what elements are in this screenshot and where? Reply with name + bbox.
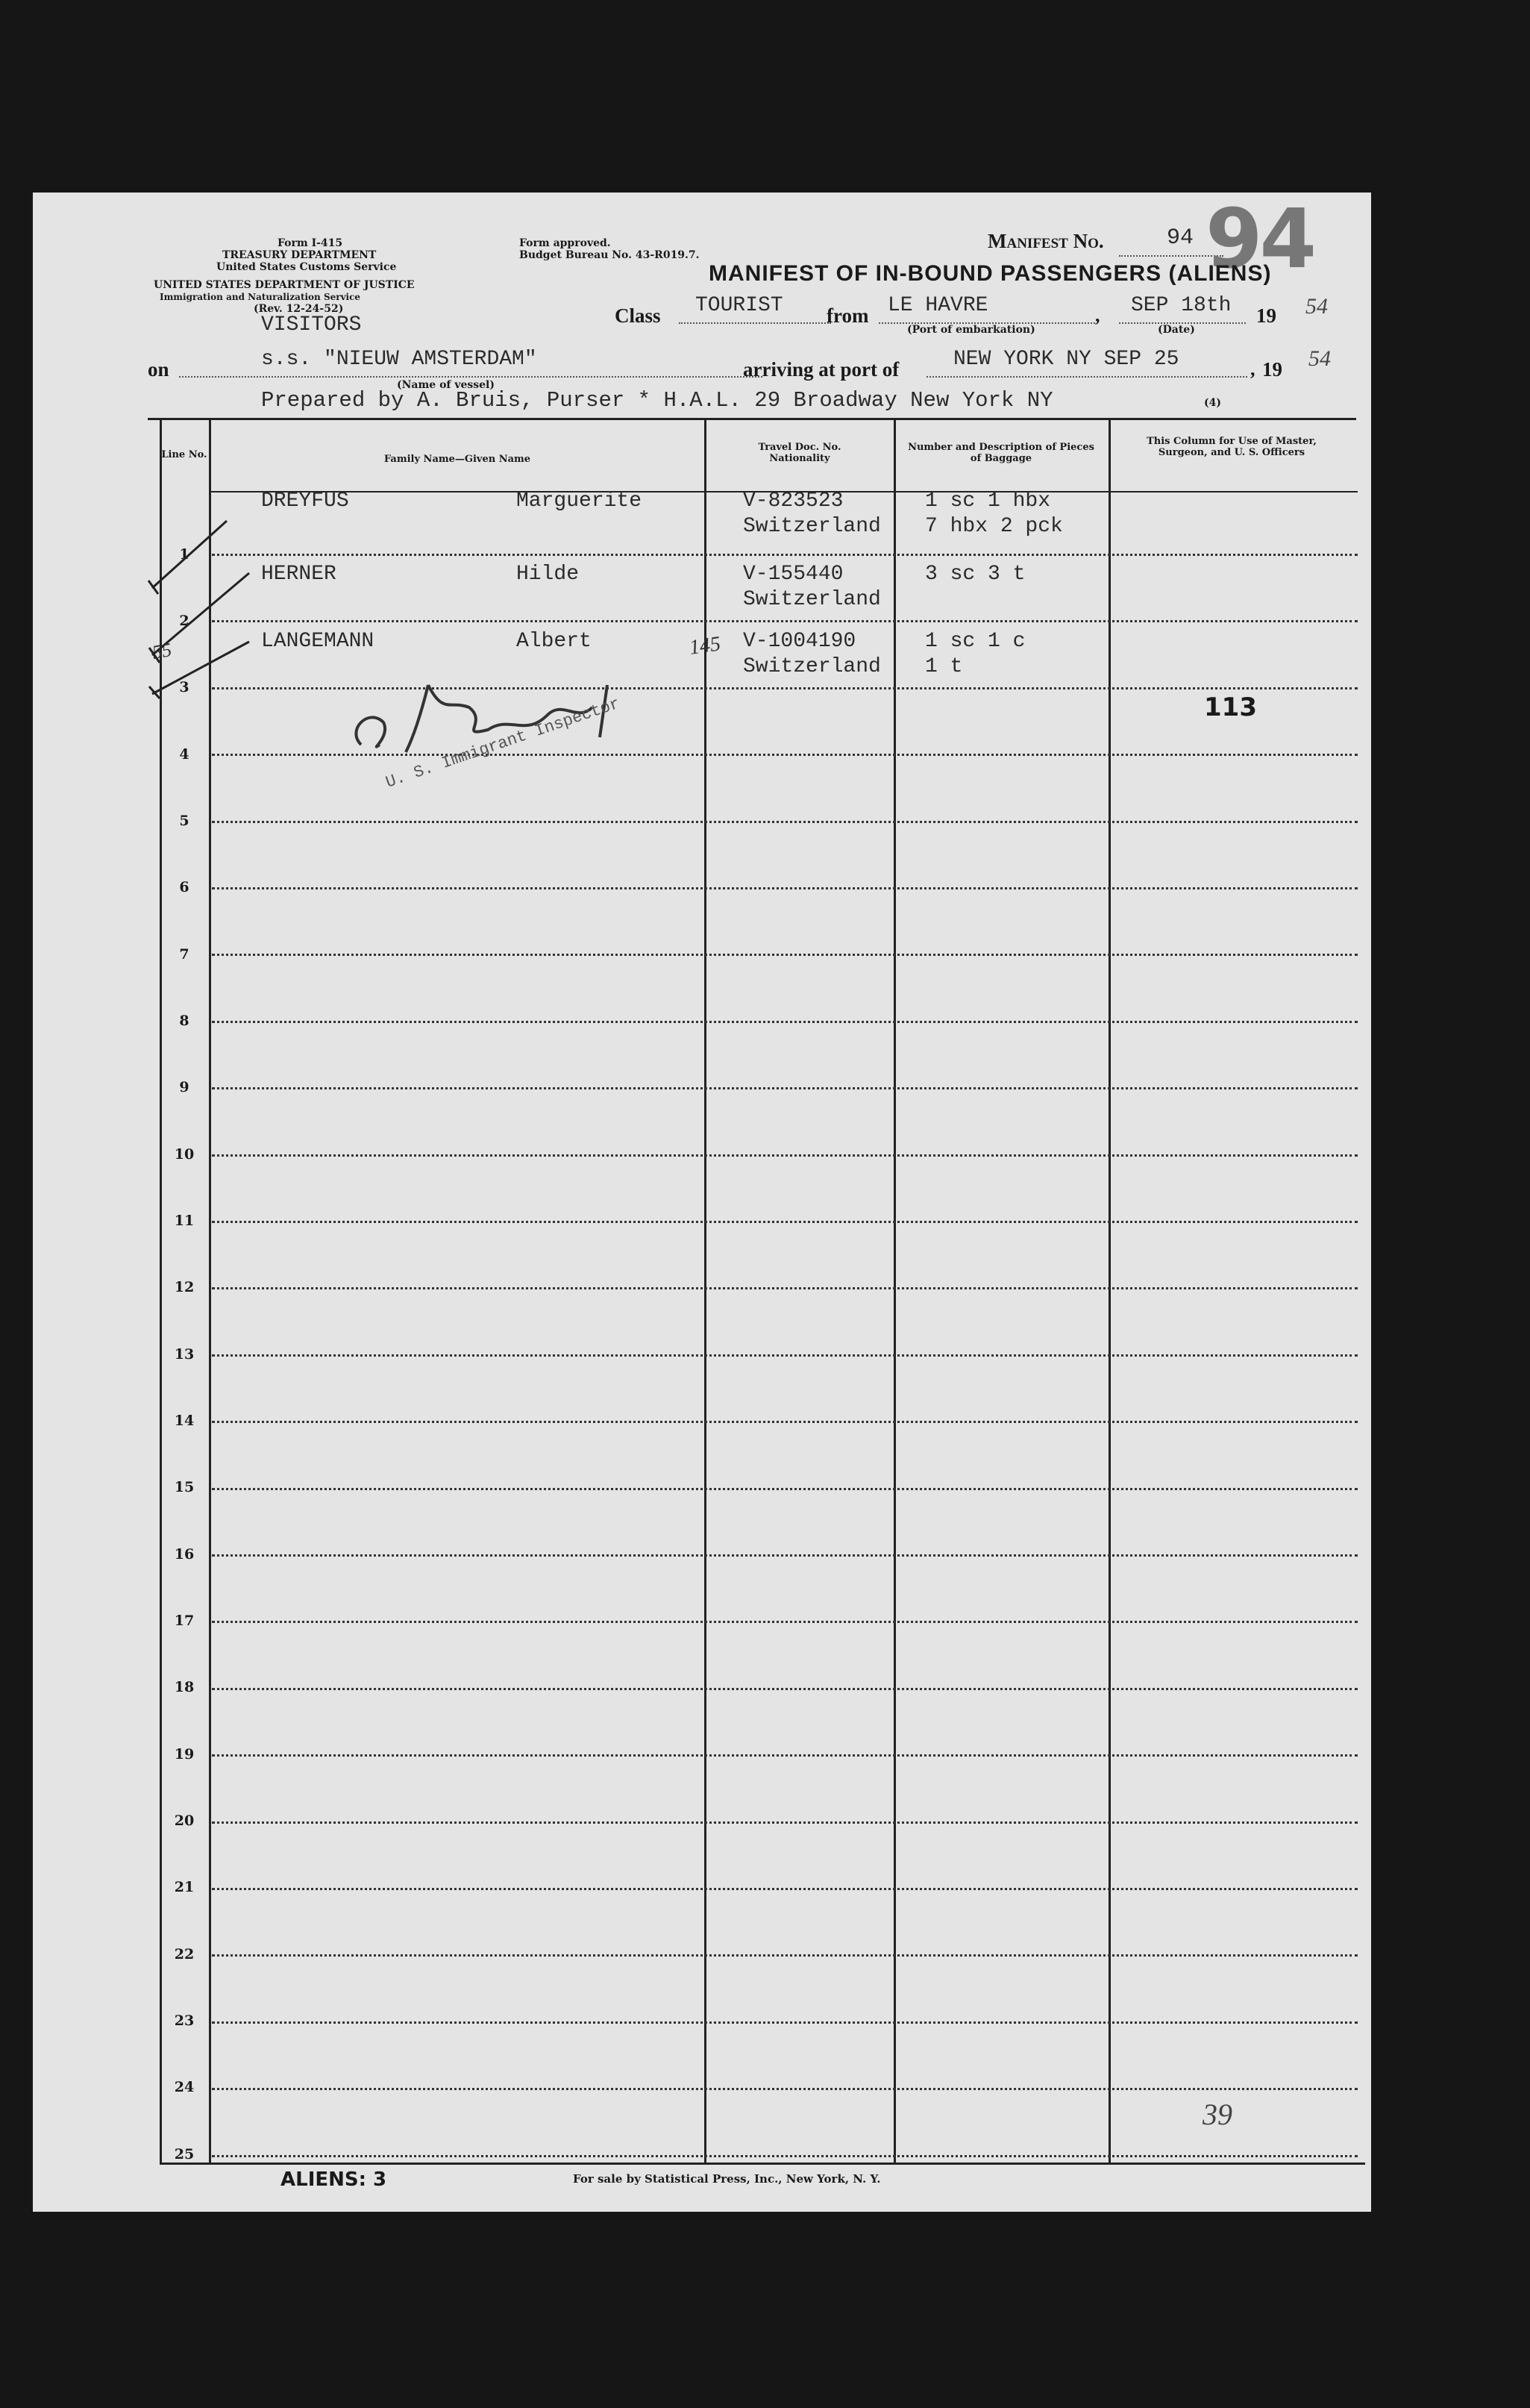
date-value: SEP 18th: [1131, 294, 1232, 317]
row-rule: [212, 1287, 1358, 1289]
row-rule: [212, 821, 1358, 823]
passenger-given-name: Marguerite: [516, 490, 642, 513]
customs-service: United States Customs Service: [216, 261, 397, 273]
line-number: 17: [174, 1613, 195, 1629]
row-rule: [212, 1087, 1358, 1089]
arrival-year: 54: [1308, 346, 1331, 371]
manifest-page: [33, 193, 1371, 2212]
manifest-number-stamp: 94: [1205, 191, 1314, 287]
vessel-value: s.s. "NIEUW AMSTERDAM": [261, 348, 537, 371]
col-line-no: Line No.: [161, 449, 207, 460]
col-travel-doc: Travel Doc. No. Nationality: [758, 442, 841, 464]
line-number: 2: [179, 613, 189, 629]
line-number: 15: [174, 1479, 195, 1495]
line-number: 22: [174, 1946, 195, 1963]
line-number: 6: [179, 879, 189, 895]
prepared-by: Prepared by A. Bruis, Purser * H.A.L. 29 Broadway New York NY: [261, 388, 1053, 413]
margin-number: 55: [150, 638, 174, 664]
row-rule: [212, 1021, 1358, 1023]
row-rule: [212, 1554, 1358, 1557]
row-rule: [212, 1354, 1358, 1357]
passenger-given-name: Albert: [516, 630, 592, 653]
passenger-nationality: Switzerland: [743, 655, 881, 678]
row-rule: [212, 887, 1358, 889]
line-number: 13: [174, 1346, 195, 1363]
line-number: 25: [174, 2146, 195, 2162]
comma: ,: [1250, 358, 1255, 380]
comma: ,: [1095, 304, 1100, 326]
line-number: 21: [174, 1879, 195, 1895]
row-rule: [212, 1888, 1358, 1890]
line-number: 5: [179, 813, 189, 829]
passenger-baggage: 1 sc 1 c: [925, 630, 1026, 653]
passenger-family-name: HERNER: [261, 563, 336, 586]
row-rule: [212, 2155, 1358, 2157]
passenger-baggage: 1 sc 1 hbx: [925, 490, 1051, 513]
line-number: 1: [179, 546, 189, 563]
inspector-stamp: U. S. Immigrant Inspector: [383, 694, 623, 792]
passenger-nationality: Switzerland: [743, 515, 881, 538]
line-number: 4: [179, 746, 189, 763]
printer-line: For sale by Statistical Press, Inc., New York, N. Y.: [573, 2172, 881, 2186]
col-officers: This Column for Use of Master, Surgeon, and U. S. Officers: [1147, 436, 1317, 458]
row-rule: [212, 1221, 1358, 1223]
passenger-baggage: 3 sc 3 t: [925, 563, 1026, 586]
row-rule: [212, 1154, 1358, 1157]
bottom-number: 39: [1203, 2098, 1232, 2131]
line-number: 9: [179, 1079, 189, 1095]
arrival-year-prefix: 19: [1262, 358, 1282, 381]
arrival-value: NEW YORK NY SEP 25: [953, 348, 1179, 371]
row-rule: [212, 1488, 1358, 1490]
line-number: 7: [179, 946, 189, 963]
passenger-nationality: Switzerland: [743, 588, 881, 611]
line-number: 24: [174, 2079, 195, 2095]
passenger-travel-doc: V-1004190: [743, 630, 856, 653]
row-rule: [212, 1688, 1358, 1690]
footnote-4: (4): [1204, 397, 1221, 409]
revision-date: (Rev. 12-24-52): [254, 303, 344, 315]
row-rule: [212, 620, 1358, 622]
row-rule: [212, 954, 1358, 956]
row-rule: [212, 1821, 1358, 1824]
manifest-title: MANIFEST OF IN-BOUND PASSENGERS (ALIENS): [709, 261, 1272, 286]
line-number: 19: [174, 1746, 195, 1763]
passenger-travel-doc: V-823523: [743, 490, 844, 513]
budget-bureau: Budget Bureau No. 43-R019.7.: [519, 249, 700, 261]
row-rule: [212, 1754, 1358, 1757]
row-rule: [212, 2088, 1358, 2090]
visitors-label: VISITORS: [261, 313, 362, 337]
class-label: Class: [615, 304, 661, 327]
line-number: 12: [174, 1279, 195, 1295]
line-number: 18: [174, 1679, 195, 1695]
from-label: from: [827, 304, 869, 327]
passenger-travel-doc: V-155440: [743, 563, 844, 586]
line-number: 11: [174, 1213, 195, 1229]
year-prefix: 19: [1256, 304, 1276, 327]
port-caption: (Port of embarkation): [907, 324, 1035, 336]
line-number: 14: [174, 1413, 195, 1429]
line-number: 20: [174, 1813, 195, 1829]
treasury-department: TREASURY DEPARTMENT: [222, 249, 377, 261]
officer-number: 113: [1204, 692, 1257, 722]
form-number: Form I-415: [278, 237, 343, 249]
line-number: 23: [174, 2013, 195, 2029]
vessel-caption: (Name of vessel): [397, 379, 495, 391]
row-rule: [212, 2021, 1358, 2024]
form-approved: Form approved.: [519, 237, 611, 249]
inspector-signature: [339, 655, 742, 767]
handwritten-145: 145: [687, 632, 722, 660]
date-caption: (Date): [1158, 324, 1195, 336]
passenger-given-name: Hilde: [516, 563, 580, 586]
aliens-count: ALIENS: 3: [280, 2168, 387, 2191]
justice-department: UNITED STATES DEPARTMENT OF JUSTICE: [154, 279, 415, 291]
passenger-baggage: 1 t: [925, 655, 963, 678]
manifest-number-typed: 94: [1167, 225, 1194, 251]
line-number: 8: [179, 1013, 189, 1029]
class-value: TOURIST: [695, 294, 783, 317]
col-family-name: Family Name—Given Name: [383, 454, 531, 465]
ins-line: Immigration and Naturalization Service: [160, 292, 361, 302]
line-number: 3: [179, 679, 189, 695]
col-baggage: Number and Description of Pieces of Baggage: [908, 442, 1094, 464]
arriving-label: arriving at port of: [743, 358, 900, 381]
manifest-label: Manifest No.: [988, 230, 1104, 252]
row-rule: [212, 1421, 1358, 1423]
line-number: 10: [174, 1146, 195, 1163]
row-rule: [212, 1954, 1358, 1957]
port-value: LE HAVRE: [888, 294, 988, 317]
year-value: 54: [1305, 294, 1328, 319]
passenger-family-name: DREYFUS: [261, 490, 349, 513]
check-marks: [137, 506, 286, 700]
passenger-family-name: LANGEMANN: [261, 630, 374, 653]
line-number: 16: [174, 1546, 195, 1563]
passenger-baggage: 7 hbx 2 pck: [925, 515, 1063, 538]
row-rule: [212, 1621, 1358, 1623]
row-rule: [212, 554, 1358, 556]
on-label: on: [148, 358, 169, 381]
